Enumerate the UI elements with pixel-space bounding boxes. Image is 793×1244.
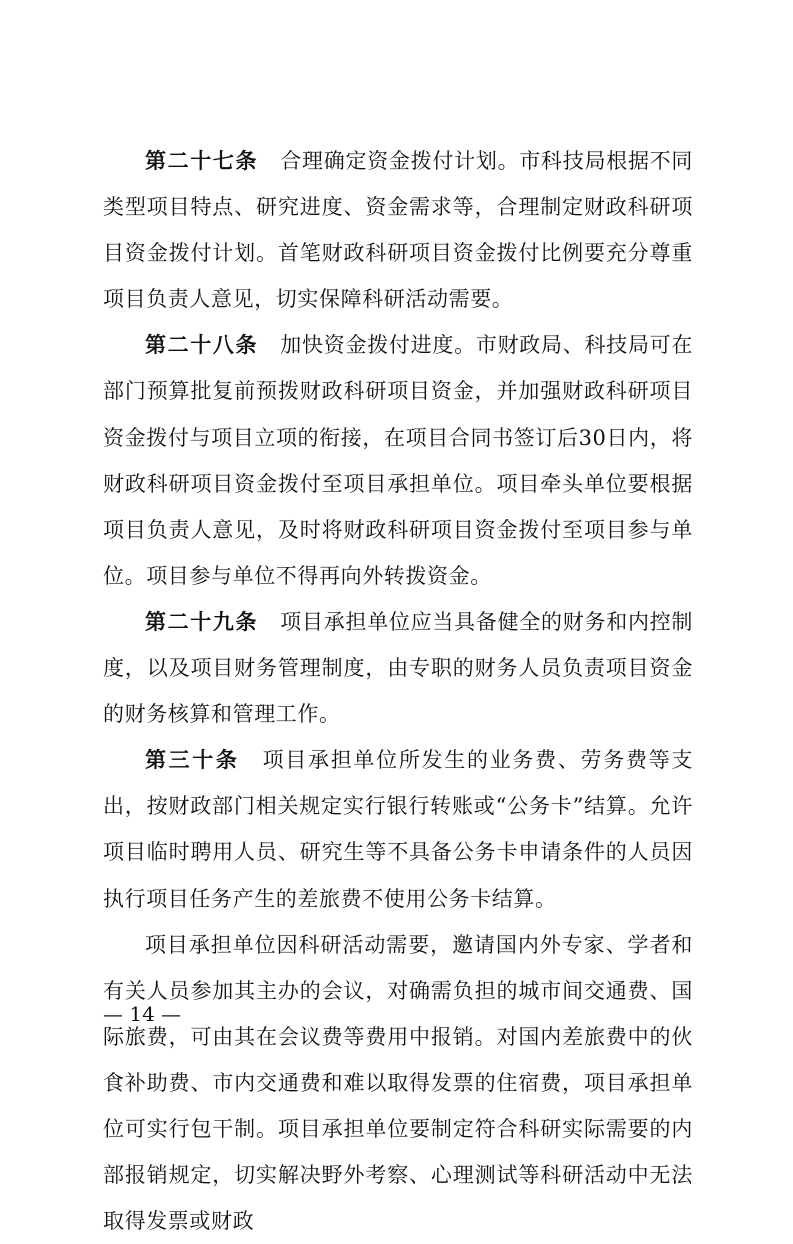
article-heading: 第二十七条	[145, 149, 259, 173]
article-28-paragraph	[103, 322, 693, 599]
article-text: 项目承担单位应当具备健全的财务和内控制度，以及项目财务管理制度，由专职的财务人员负责项目资金的财务核算和管理工作。	[103, 609, 694, 727]
article-text: 项目承担单位所发生的业务费、劳务费等支出，按财政部门相关规定实行银行转账或“公务卡”结算。允许项目临时聘用人员、研究生等不具备公务卡申请条件的人员因执行项目任务产生的差旅费不使用公务卡结算。	[103, 748, 693, 911]
article-text: 加快资金拨付进度。市财政局、科技局可在部门预算批复前预拨财政科研项目资金，并加强财政科研项目资金拨付与项目立项的衔接，在项目合同书签订后30日内，将财政科研项目资金拨付至项目承担单位。项目牵头单位要根据项目负责人意见，及时将财政科研项目资金拨付至项目参与单位。项目参与单位不得再向外转拨资金。	[103, 333, 694, 588]
article-text: 合理确定资金拨付计划。市科技局根据不同类型项目特点、研究进度、资金需求等，合理制定财政科研项目资金拨付计划。首笔财政科研项目资金拨付比例要充分尊重项目负责人意见，切实保障科研活动需要。	[103, 149, 694, 312]
paragraph-text: 项目承担单位因科研活动需要，邀请国内外专家、学者和有关人员参加其主办的会议，对确需负担的城市间交通费、国际旅费，可由其在会议费等费用中报销。对国内差旅费中的伙食补助费、市内交通费和难以取得发票的住宿费，项目承担单位可实行包干制。项目承担单位要制定符合科研实际需要的内部报销规定，切实解决野外考察、心理测试等科研活动中无法取得发票或财政	[103, 932, 693, 1234]
article-30-paragraph	[103, 737, 693, 921]
article-heading: 第二十八条	[145, 333, 259, 358]
article-27-paragraph	[103, 138, 693, 322]
article-30-continuation-paragraph	[103, 922, 693, 1244]
document-body	[103, 138, 693, 1244]
article-29-paragraph	[103, 599, 693, 737]
page-number: — 14 —	[103, 1002, 182, 1026]
article-heading: 第三十条	[145, 748, 240, 773]
article-heading: 第二十九条	[145, 609, 259, 634]
